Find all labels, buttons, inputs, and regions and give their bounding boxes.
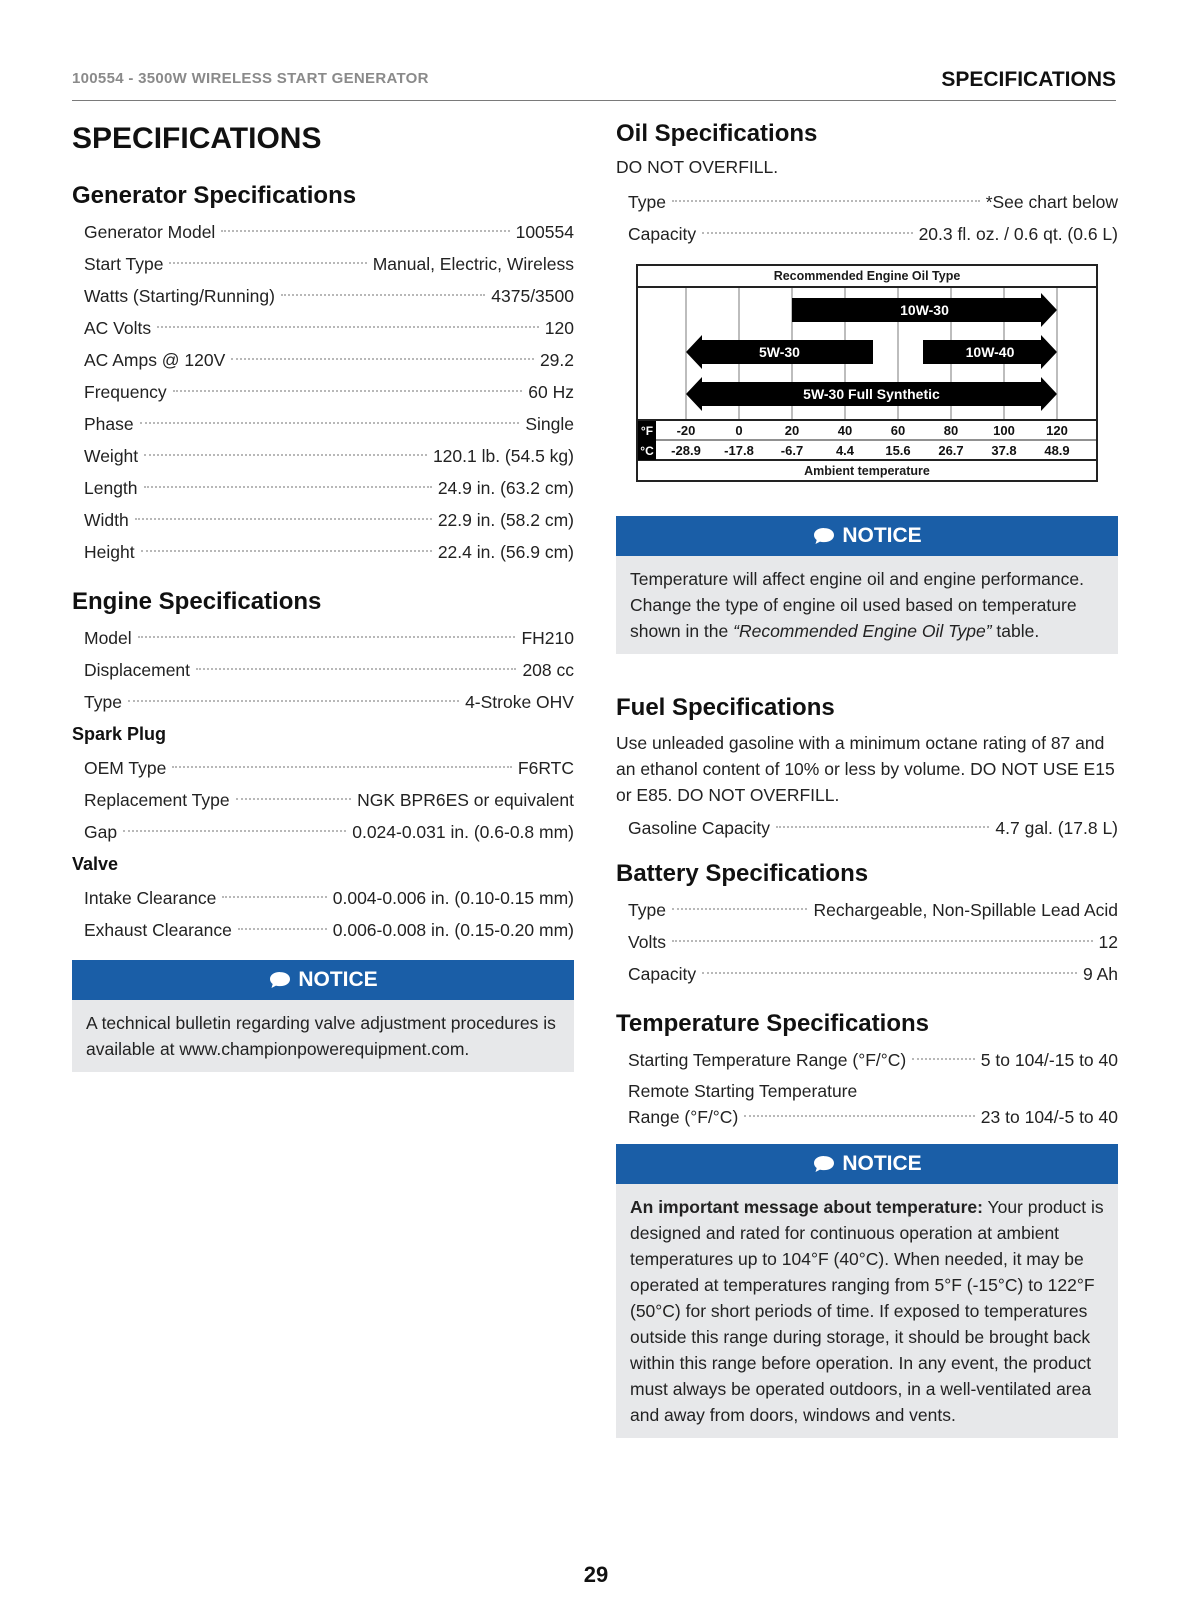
- fuel-text: Use unleaded gasoline with a minimum octane rating of 87 and an ethanol content of 10% or less by volume. DO NOT USE E15 or E85. DO NOT OVERFILL.: [616, 733, 1115, 805]
- celsius-tick: 4.4: [835, 443, 855, 458]
- dot-leader: [236, 798, 351, 800]
- valve-notice: [72, 960, 574, 1072]
- spec-value: Manual, Electric, Wireless: [372, 254, 574, 274]
- spec-row: [72, 784, 574, 816]
- celsius-tick: -6.7: [780, 443, 804, 458]
- spec-row: [616, 812, 1118, 844]
- document-title: 100554 - 3500W WIRELESS START GENERATOR: [72, 70, 429, 87]
- valve-heading: Valve: [72, 854, 119, 874]
- dot-leader: [173, 390, 523, 392]
- spec-value: 120.1 lb. (54.5 kg): [432, 446, 574, 466]
- section-title: SPECIFICATIONS: [941, 68, 1116, 91]
- fahrenheit-tick: 20: [784, 423, 800, 438]
- spec-label: Capacity: [628, 964, 697, 984]
- spec-row: [72, 686, 574, 718]
- dot-leader: [138, 636, 516, 638]
- temperature-notice: [616, 1144, 1118, 1438]
- fahrenheit-tick: 40: [837, 423, 853, 438]
- spec-row: [72, 216, 574, 248]
- valve-list: [72, 882, 574, 946]
- spec-label: Replacement Type: [84, 790, 230, 810]
- oil-temperature-notice: [616, 516, 1118, 654]
- spec-row: [72, 816, 574, 848]
- spec-label: Generator Model: [84, 222, 216, 242]
- speech-bubble-icon: [812, 526, 836, 546]
- temperature-specs-heading: Temperature Specifications: [616, 1010, 929, 1037]
- notice-header: [616, 1144, 1118, 1184]
- dot-leader: [672, 908, 808, 910]
- spec-label: Phase: [84, 414, 134, 434]
- engine-specs-list: [72, 622, 574, 718]
- spec-label: Type: [628, 900, 666, 920]
- spec-value: 0.024-0.031 in. (0.6-0.8 mm): [352, 822, 574, 842]
- chart-footer: Ambient temperature: [804, 464, 930, 478]
- spec-row: [72, 280, 574, 312]
- fuel-specs-list: [616, 812, 1118, 844]
- spec-row: [72, 622, 574, 654]
- spec-label: Length: [84, 478, 138, 498]
- spec-label: Frequency: [84, 382, 167, 402]
- spark-plug-heading: Spark Plug: [72, 724, 167, 744]
- spec-row: [72, 914, 574, 946]
- spec-label: Intake Clearance: [84, 888, 217, 908]
- notice-text-italic: “Recommended Engine Oil Type”: [733, 621, 992, 641]
- spec-label: Start Type: [84, 254, 164, 274]
- spec-label: Type: [628, 192, 666, 212]
- dot-leader: [672, 940, 1093, 942]
- spec-label: AC Volts: [84, 318, 152, 338]
- fuel-specs-heading: Fuel Specifications: [616, 694, 835, 721]
- spec-label: Width: [84, 510, 129, 530]
- spec-value: Single: [525, 414, 574, 434]
- fahrenheit-tick: 100: [993, 423, 1015, 438]
- spec-label: Weight: [84, 446, 139, 466]
- spec-row: [72, 752, 574, 784]
- notice-header: [72, 960, 574, 1000]
- notice-bold-lead: An important message about temperature:: [630, 1197, 983, 1217]
- spec-value: 24.9 in. (63.2 cm): [437, 478, 574, 498]
- spec-row: [72, 408, 574, 440]
- fahrenheit-tick: 80: [943, 423, 959, 438]
- dot-leader: [196, 668, 516, 670]
- oil-type-chart: [636, 264, 1098, 482]
- dot-leader: [144, 454, 427, 456]
- oil-bar-label: 5W-30: [759, 344, 800, 360]
- spec-value: 120: [544, 318, 574, 338]
- spec-label: Remote Starting Temperature: [628, 1081, 858, 1101]
- notice-text: [616, 1184, 1118, 1438]
- spec-label: Displacement: [84, 660, 191, 680]
- spec-label: Watts (Starting/Running): [84, 286, 275, 306]
- spec-value: 4.7 gal. (17.8 L): [995, 818, 1118, 838]
- spec-value: 5 to 104/-15 to 40: [980, 1050, 1118, 1070]
- spec-value: 23 to 104/-5 to 40: [980, 1107, 1118, 1127]
- speech-bubble-icon: [812, 1154, 836, 1174]
- dot-leader: [281, 294, 485, 296]
- spec-row: [72, 248, 574, 280]
- page-number: 29: [583, 1562, 609, 1587]
- fahrenheit-label: °F: [640, 424, 654, 438]
- spec-row: [72, 344, 574, 376]
- spec-label: Type: [84, 692, 122, 712]
- left-column: [72, 112, 574, 1072]
- dot-leader: [702, 232, 912, 234]
- oil-warning: DO NOT OVERFILL.: [616, 157, 779, 177]
- spec-value: *See chart below: [985, 192, 1118, 212]
- fahrenheit-tick: 60: [890, 423, 906, 438]
- spec-row: [72, 882, 574, 914]
- dot-leader: [238, 928, 327, 930]
- dot-leader: [169, 262, 366, 264]
- dot-leader: [172, 766, 512, 768]
- oil-bar-label: 10W-40: [965, 344, 1015, 360]
- spec-value: 4-Stroke OHV: [465, 692, 574, 712]
- spec-row: [616, 958, 1118, 990]
- engine-specs-heading: Engine Specifications: [72, 588, 322, 615]
- dot-leader: [744, 1115, 975, 1117]
- spec-label: Height: [84, 542, 135, 562]
- spec-label: Starting Temperature Range (°F/°C): [628, 1050, 907, 1070]
- celsius-tick: 15.6: [885, 443, 911, 458]
- page-title: SPECIFICATIONS: [72, 122, 322, 155]
- spec-value: 100554: [515, 222, 574, 242]
- spec-label: Range (°F/°C): [628, 1107, 739, 1127]
- notice-label: NOTICE: [298, 968, 378, 991]
- dot-leader: [128, 700, 459, 702]
- oil-bar-label: 10W-30: [900, 302, 949, 318]
- notice-label: NOTICE: [842, 1152, 922, 1175]
- dot-leader: [776, 826, 989, 828]
- spec-value: 60 Hz: [528, 382, 574, 402]
- dot-leader: [231, 358, 534, 360]
- celsius-label: °C: [640, 444, 654, 458]
- spec-row: [616, 894, 1118, 926]
- spec-value: 29.2: [539, 350, 574, 370]
- oil-specs-list: [616, 186, 1118, 250]
- spec-row: [72, 536, 574, 568]
- spec-row: [72, 376, 574, 408]
- notice-text-part: Your product is designed and rated for continuous operation at ambient temperatures up to 104°F (40°C). When needed, it may be operated at temperatures ranging from 5°F (-15°C) to 122°F (50°C) for short periods of time. If exposed to temperatures outside this range during storage, it should be brought back within this range before operation. In any event, the product must always be operated outdoors, in a well-ventilated area and away from doors, windows and vents.: [630, 1197, 1104, 1425]
- fahrenheit-tick: -20: [676, 423, 696, 438]
- oil-bar-label: 5W-30 Full Synthetic: [803, 386, 940, 402]
- generator-specs-list: [72, 216, 574, 568]
- spec-value: 9 Ah: [1082, 964, 1118, 984]
- dot-leader: [702, 972, 1077, 974]
- spec-row: [72, 654, 574, 686]
- right-column: [616, 112, 1118, 1438]
- dot-leader: [157, 326, 539, 328]
- spec-label: Gap: [84, 822, 118, 842]
- spec-value: 0.006-0.008 in. (0.15-0.20 mm): [332, 920, 574, 940]
- spec-row: [72, 472, 574, 504]
- notice-text: [616, 556, 1118, 654]
- spec-value: Rechargeable, Non-Spillable Lead Acid: [813, 900, 1118, 920]
- dot-leader: [123, 830, 346, 832]
- dot-leader: [672, 200, 980, 202]
- celsius-tick: 37.8: [991, 443, 1017, 458]
- header-divider: [72, 100, 1116, 101]
- dot-leader: [141, 550, 432, 552]
- notice-header: [616, 516, 1118, 556]
- spec-value: F6RTC: [517, 758, 574, 778]
- spec-row: [616, 186, 1118, 218]
- spec-label: Gasoline Capacity: [628, 818, 771, 838]
- spec-label: Exhaust Clearance: [84, 920, 232, 940]
- oil-specs-heading: Oil Specifications: [616, 120, 818, 147]
- dot-leader: [912, 1058, 975, 1060]
- spec-value: 22.4 in. (56.9 cm): [437, 542, 574, 562]
- dot-leader: [140, 422, 520, 424]
- spec-label: Volts: [628, 932, 666, 952]
- spec-label: Capacity: [628, 224, 697, 244]
- speech-bubble-icon: [268, 970, 292, 990]
- spec-value: 20.3 fl. oz. / 0.6 qt. (0.6 L): [918, 224, 1118, 244]
- spec-value: 22.9 in. (58.2 cm): [437, 510, 574, 530]
- notice-text-part: table.: [991, 621, 1040, 641]
- spec-value: 12: [1098, 932, 1118, 952]
- celsius-tick: 26.7: [938, 443, 964, 458]
- spec-row: [72, 312, 574, 344]
- dot-leader: [221, 230, 509, 232]
- chart-title: Recommended Engine Oil Type: [638, 266, 1096, 288]
- celsius-tick: -17.8: [724, 443, 754, 458]
- fahrenheit-tick: 120: [1046, 423, 1068, 438]
- notice-label: NOTICE: [842, 524, 922, 547]
- spec-value: 0.004-0.006 in. (0.10-0.15 mm): [332, 888, 574, 908]
- spec-label: OEM Type: [84, 758, 167, 778]
- spec-row: [616, 218, 1118, 250]
- spec-label: Model: [84, 628, 132, 648]
- celsius-tick: 48.9: [1044, 443, 1070, 458]
- spec-value: 208 cc: [522, 660, 574, 680]
- spec-value: FH210: [521, 628, 574, 648]
- dot-leader: [135, 518, 432, 520]
- spark-plug-list: [72, 752, 574, 848]
- fahrenheit-tick: 0: [735, 423, 743, 438]
- dot-leader: [222, 896, 326, 898]
- oil-chart-plot: [638, 288, 1096, 484]
- celsius-tick: -28.9: [671, 443, 701, 458]
- spec-value: NGK BPR6ES or equivalent: [357, 790, 574, 810]
- spec-row: [72, 504, 574, 536]
- spec-row: [616, 926, 1118, 958]
- spec-row: [72, 440, 574, 472]
- spec-row: [616, 1044, 1118, 1076]
- spec-value: 4375/3500: [491, 286, 574, 306]
- dot-leader: [144, 486, 432, 488]
- spec-label: AC Amps @ 120V: [84, 350, 226, 370]
- battery-specs-heading: Battery Specifications: [616, 860, 869, 887]
- battery-specs-list: [616, 894, 1118, 990]
- notice-text: A technical bulletin regarding valve adjustment procedures is available at www.championpowerequipment.com.: [86, 1013, 556, 1059]
- spec-row: [616, 1078, 1118, 1130]
- notice-text-part: Temperature will affect engine oil and engine performance. Change the type of engine oil used based on temperature shown in the: [630, 569, 1084, 641]
- generator-specs-heading: Generator Specifications: [72, 182, 357, 209]
